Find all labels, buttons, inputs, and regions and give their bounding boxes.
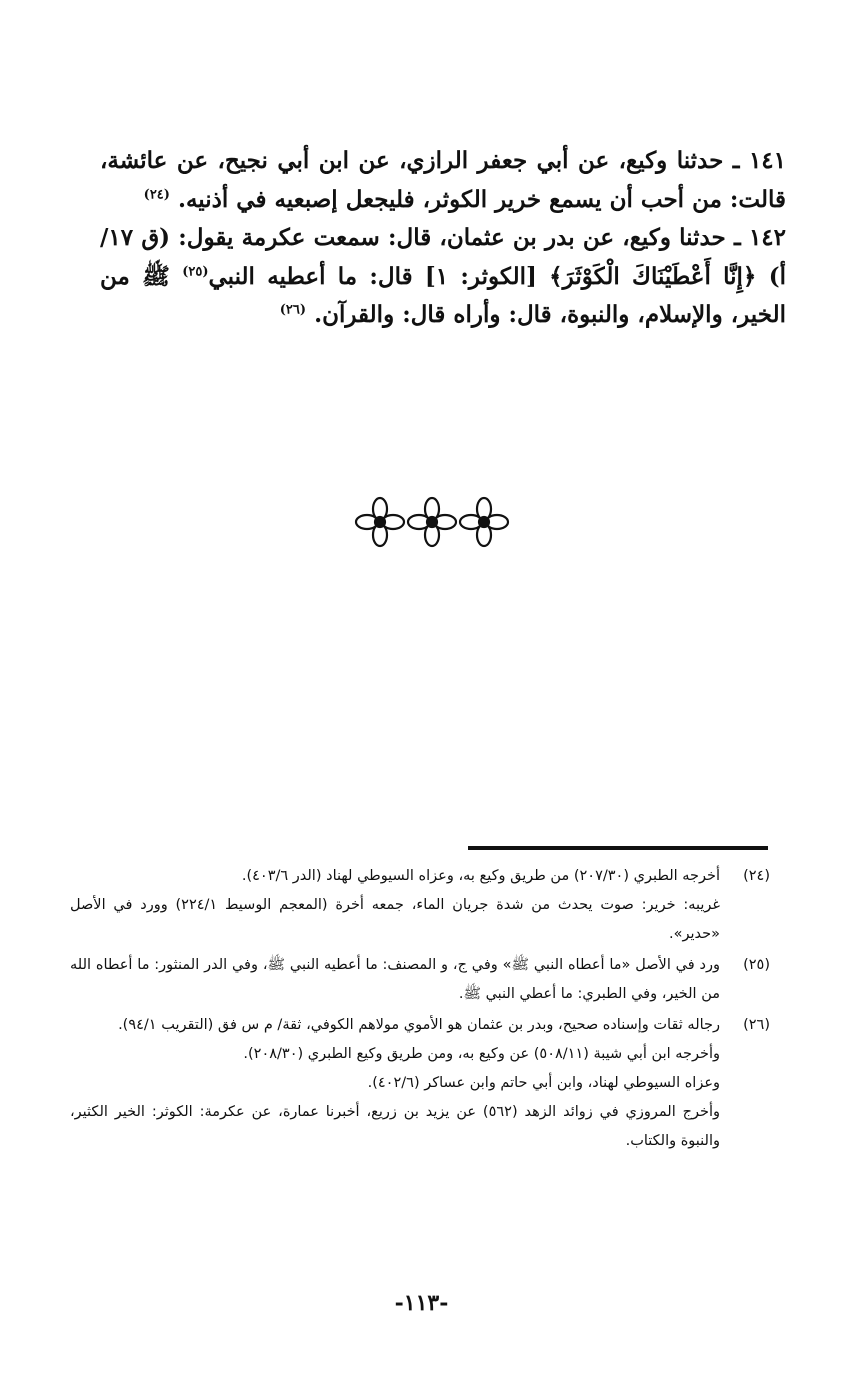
footnote-25 xyxy=(70,951,770,1009)
footnote-ref-25: (٢٥) xyxy=(182,263,209,279)
footnote-separator xyxy=(468,846,768,850)
footnote-line: وأخرج المروزي في زوائد الزهد (٥٦٢) عن يزيد بن زريع، أخبرنا عمارة، عن عكرمة: الكوثر: الخير الكثير، والنبوة والكتاب. xyxy=(70,1104,720,1149)
hadith-142-text: ١٤٢ ـ حدثنا وكيع، عن بدر بن عثمان، قال: سمعت عكرمة يقول: (ق ١٧/أ) ﴿إِنَّا أَعْطَيْنَاكَ الْكَوْثَرَ﴾ [الكوثر: ١] قال: ما أعطيه النبي xyxy=(100,224,786,290)
hadith-141-text: ١٤١ ـ حدثنا وكيع، عن أبي جعفر الرازي، عن ابن أبي نجيح، عن عائشة، قالت: من أحب أن يسمع خرير الكوثر، فليجعل إصبعيه في أذنيه. xyxy=(100,147,786,213)
footnote-number: (٢٦) xyxy=(743,1017,770,1033)
hadith-142-text-after: ﷺ من الخير، والإسلام، والنبوة، قال: وأراه قال: والقرآن. xyxy=(100,262,786,328)
footnote-body xyxy=(70,1011,720,1156)
footnote-line: أخرجه الطبري (٢٠٧/٣٠) من طريق وكيع به، وعزاه السيوطي لهناد (الدر ٤٠٣/٦). xyxy=(241,868,720,884)
footnote-body xyxy=(70,862,720,949)
footnote-26 xyxy=(70,1011,770,1156)
footnote-ref-26: (٢٦) xyxy=(279,302,307,318)
footnotes xyxy=(70,862,770,1158)
hadith-141 xyxy=(100,142,786,219)
footnote-line: رجاله ثقات وإسناده صحيح، وبدر بن عثمان هو الأموي مولاهم الكوفي، ثقة/ م س فق (التقريب ٩٤/١). xyxy=(118,1017,720,1033)
footnote-line: وأخرجه ابن أبي شيبة (٥٠٨/١١) عن وكيع به، ومن طريق وكيع الطبري (٢٠٨/٣٠). xyxy=(243,1046,720,1062)
footnote-body xyxy=(70,951,720,1009)
footnote-line: وعزاه السيوطي لهناد، وابن أبي حاتم وابن عساكر (٤٠٢/٦). xyxy=(367,1075,720,1091)
footnote-number: (٢٥) xyxy=(743,957,770,973)
footnote-ref-24: (٢٤) xyxy=(143,186,170,202)
page-number: -١١٣- xyxy=(394,1290,449,1316)
footnote-line: ورد في الأصل «ما أعطاه النبي ﷺ» وفي ج، و المصنف: ما أعطيه النبي ﷺ، وفي الدر المنثور: ما أعطاه الله من الخير، وفي الطبري: ما أعطي النبي ﷺ. xyxy=(70,957,720,1002)
hadith-142 xyxy=(100,219,786,335)
footnote-24 xyxy=(70,862,770,949)
footnote-line: غريبه: خرير: صوت يحدث من شدة جريان الماء، جمعه أخرة (المعجم الوسيط ٢٢٤/١) وورد في الأصل «حدير». xyxy=(70,897,720,942)
footnote-number: (٢٤) xyxy=(743,868,770,884)
triple-flower-ornament-icon xyxy=(352,490,512,554)
main-text xyxy=(100,142,786,335)
